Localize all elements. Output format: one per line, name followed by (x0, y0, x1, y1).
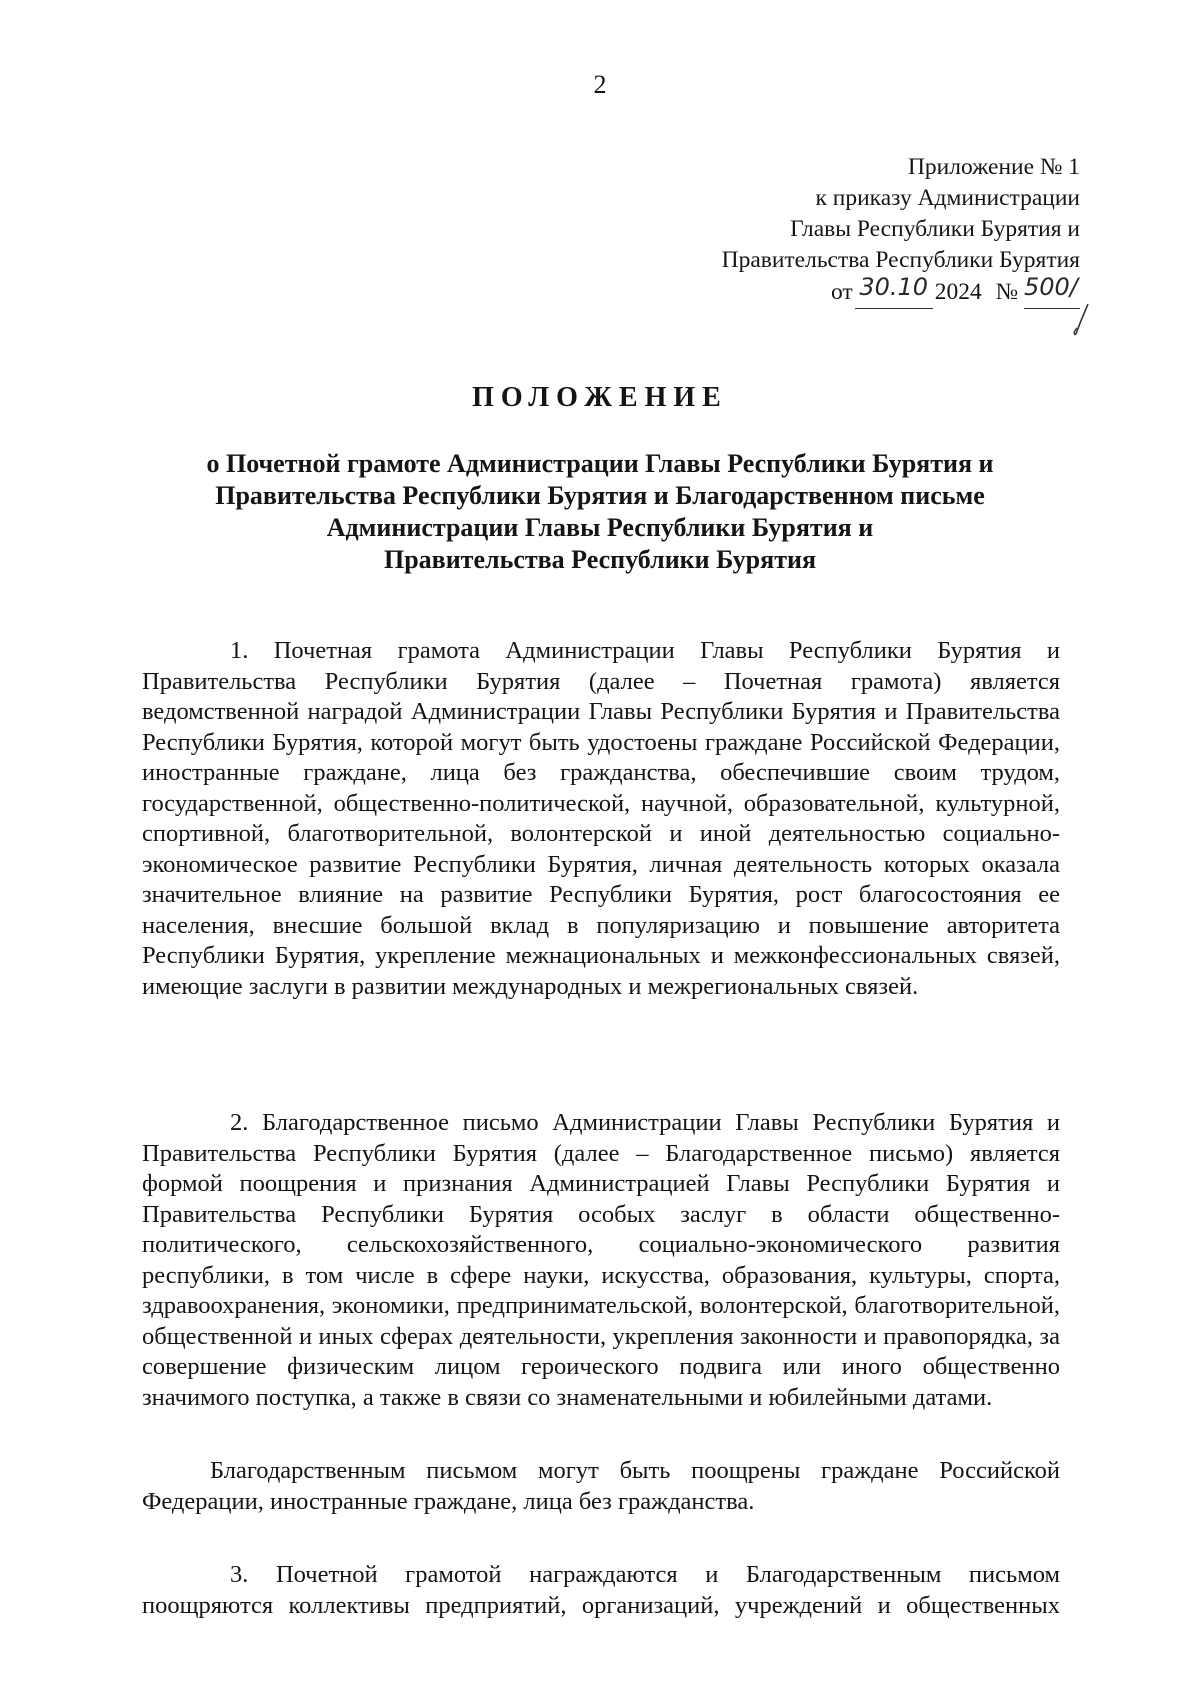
section-2-continued (142, 1456, 1060, 1517)
number-prefix: № (995, 279, 1018, 305)
date-prefix: от (830, 279, 853, 305)
appendix-date-line (520, 273, 1080, 309)
appendix-line-4: Правительства Республики Бурятия (721, 247, 1080, 273)
order-year: 2024 (934, 279, 982, 305)
paragraph-3: 3. Почетной грамотой награждаются и Благодарственным письмом поощряются коллективы предприятий, организаций, учреждений и общественных (142, 1561, 1060, 1619)
document-heading: ПОЛОЖЕНИЕ (472, 382, 728, 413)
section-2 (142, 1108, 1060, 1413)
date-field (855, 273, 933, 309)
document-subtitle (160, 448, 1040, 576)
subtitle-line-4: Правительства Республики Бурятия (383, 545, 817, 574)
appendix-line-3: Главы Республики Бурятия и (790, 216, 1080, 242)
appendix-header (520, 152, 1080, 309)
subtitle-line-2: Правительства Республики Бурятия и Благодарственном письме (215, 481, 985, 510)
section-3 (142, 1560, 1060, 1621)
handwritten-date: 30.10 (859, 273, 929, 301)
subtitle-line-1: о Почетной грамоте Администрации Главы Республики Бурятия и (206, 449, 994, 478)
paragraph-2: 2. Благодарственное письмо Администрации Главы Республики Бурятия и Правительства Республики Бурятия (далее – Благодарственное письмо) является формой поощрения и признания Администрацией Главы Республики Бурятия и Правительства Республики Бурятия особых заслуг в области общественно-политического, сельскохозяйственного, социально-экономического развития республики, в том числе в сфере науки, искусства, образования, культуры, спорта, здравоохранения, экономики, предпринимательской, волонтерской, благотворительной, общественной и иных сферах деятельности, укрепления законности и правопорядка, за совершение физическим лицом героического подвига или иного общественно значимого поступка, а также в связи со знаменательными и юбилейными датами. (142, 1109, 1060, 1411)
handwritten-number: 500/ (1024, 273, 1078, 301)
paragraph-2-addendum: Благодарственным письмом могут быть поощрены граждане Российской Федерации, иностранные граждане, лица без гражданства. (142, 1457, 1060, 1515)
subtitle-line-3: Администрации Главы Республики Бурятия и (326, 513, 874, 542)
paragraph-1: 1. Почетная грамота Администрации Главы Республики Бурятия и Правительства Республики Бурятия (далее – Почетная грамота) является ведомственной наградой Администрации Главы Республики Бурятия и Правительства Республики Бурятия, которой могут быть удостоены граждане Российской Федерации, иностранные граждане, лица без гражданства, обеспечившие своим трудом, государственной, общественно-политической, научной, образовательной, культурной, спортивной, благотворительной, волонтерской и иной деятельностью социально-экономическое развитие Республики Бурятия, личная деятельность которых оказала значительное влияние на развитие Республики Бурятия, рост благосостояния ее населения, внесшие большой вклад в популяризацию и повышение авторитета Республики Бурятия, укрепление межнациональных и межконфессиональных связей, имеющие заслуги в развитии международных и межрегиональных связей. (142, 637, 1060, 1000)
order-date-number (830, 273, 1080, 309)
appendix-line-2: к приказу Администрации (815, 185, 1080, 211)
appendix-line-1: Приложение № 1 (907, 154, 1080, 180)
handwriting-stroke (1070, 302, 1094, 338)
page-number: 2 (593, 70, 607, 99)
section-1 (142, 636, 1060, 1002)
